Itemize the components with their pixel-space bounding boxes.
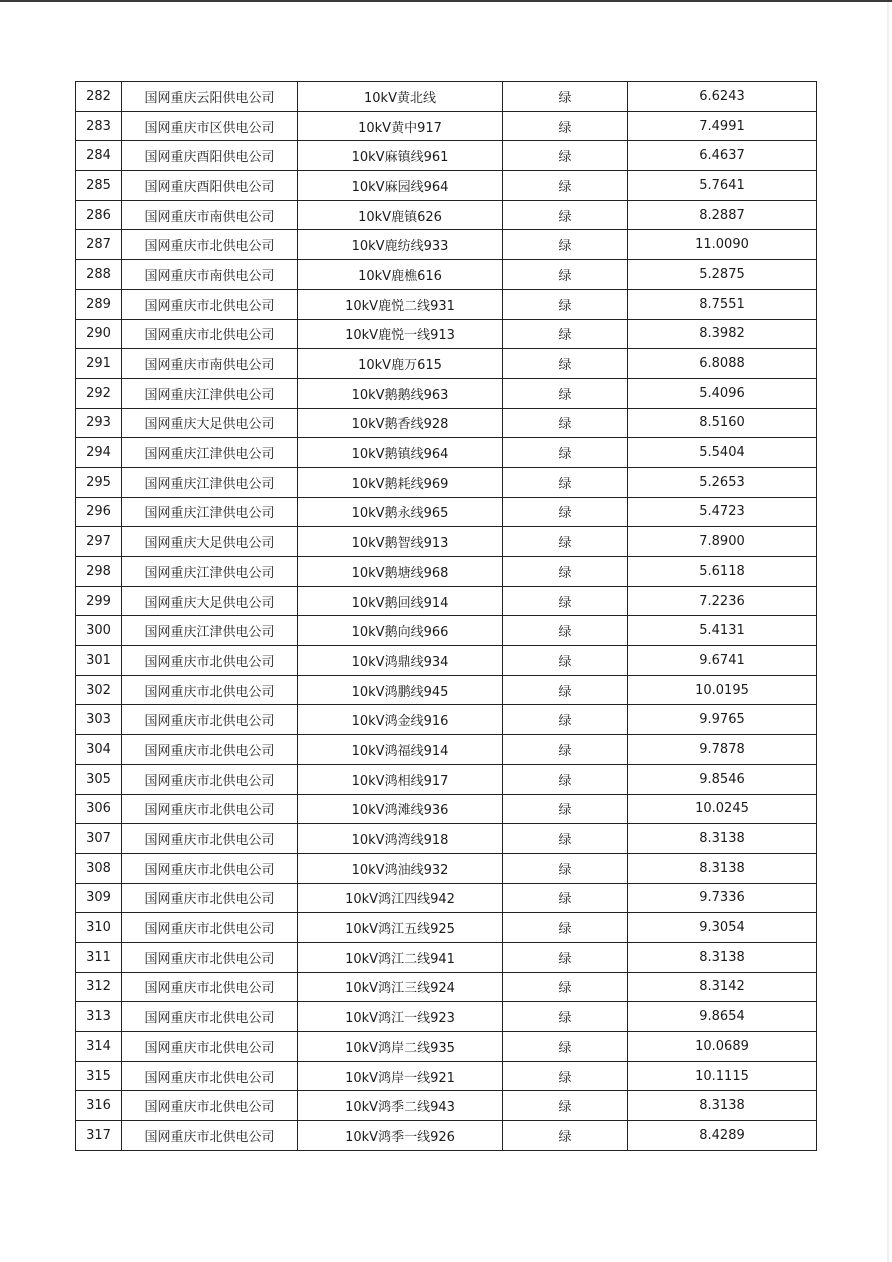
status-cell: 绿 [503, 378, 628, 408]
line-name-cell: 10kV鹅鹅线963 [298, 378, 503, 408]
company-cell: 国网重庆市北供电公司 [122, 1121, 298, 1151]
value-cell: 9.8546 [628, 764, 817, 794]
status-cell: 绿 [503, 675, 628, 705]
value-cell: 9.7336 [628, 883, 817, 913]
table-row [76, 853, 817, 883]
line-name-cell: 10kV鸿滩线936 [298, 794, 503, 824]
value-cell: 8.3138 [628, 1091, 817, 1121]
value-cell: 9.6741 [628, 646, 817, 676]
company-cell: 国网重庆大足供电公司 [122, 586, 298, 616]
company-cell: 国网重庆市北供电公司 [122, 764, 298, 794]
line-name-cell: 10kV鸿岸一线921 [298, 1061, 503, 1091]
line-name-cell: 10kV鸿鼎线934 [298, 646, 503, 676]
row-number-cell: 292 [76, 378, 122, 408]
table-row [76, 972, 817, 1002]
company-cell: 国网重庆江津供电公司 [122, 378, 298, 408]
row-number-cell: 311 [76, 942, 122, 972]
row-number-cell: 282 [76, 82, 122, 112]
company-cell: 国网重庆市北供电公司 [122, 942, 298, 972]
value-cell: 8.3138 [628, 942, 817, 972]
row-number-cell: 303 [76, 705, 122, 735]
table-row [76, 171, 817, 201]
status-cell: 绿 [503, 794, 628, 824]
line-name-cell: 10kV鹅向线966 [298, 616, 503, 646]
company-cell: 国网重庆市北供电公司 [122, 913, 298, 943]
line-name-cell: 10kV麻园线964 [298, 171, 503, 201]
line-name-cell: 10kV鹅香线928 [298, 408, 503, 438]
line-name-cell: 10kV鸿季一线926 [298, 1121, 503, 1151]
row-number-cell: 301 [76, 646, 122, 676]
line-name-cell: 10kV鸿油线932 [298, 853, 503, 883]
value-cell: 7.2236 [628, 586, 817, 616]
value-cell: 5.5404 [628, 438, 817, 468]
status-cell: 绿 [503, 408, 628, 438]
line-name-cell: 10kV鹅塘线968 [298, 557, 503, 587]
line-name-cell: 10kV麻镇线961 [298, 141, 503, 171]
value-cell: 8.2887 [628, 200, 817, 230]
row-number-cell: 284 [76, 141, 122, 171]
table-row [76, 646, 817, 676]
table-row [76, 616, 817, 646]
row-number-cell: 293 [76, 408, 122, 438]
company-cell: 国网重庆大足供电公司 [122, 527, 298, 557]
table-row [76, 408, 817, 438]
table-row [76, 497, 817, 527]
value-cell: 10.0689 [628, 1032, 817, 1062]
company-cell: 国网重庆大足供电公司 [122, 408, 298, 438]
value-cell: 11.0090 [628, 230, 817, 260]
status-cell: 绿 [503, 824, 628, 854]
row-number-cell: 290 [76, 319, 122, 349]
status-cell: 绿 [503, 942, 628, 972]
table-row [76, 1061, 817, 1091]
line-name-cell: 10kV鹿镇626 [298, 200, 503, 230]
table-row [76, 705, 817, 735]
value-cell: 8.3138 [628, 824, 817, 854]
company-cell: 国网重庆市北供电公司 [122, 972, 298, 1002]
status-cell: 绿 [503, 289, 628, 319]
value-cell: 5.4096 [628, 378, 817, 408]
status-cell: 绿 [503, 1002, 628, 1032]
status-cell: 绿 [503, 438, 628, 468]
status-cell: 绿 [503, 497, 628, 527]
row-number-cell: 295 [76, 467, 122, 497]
status-cell: 绿 [503, 913, 628, 943]
line-name-cell: 10kV鹿樵616 [298, 260, 503, 290]
table-row [76, 557, 817, 587]
status-cell: 绿 [503, 349, 628, 379]
line-name-cell: 10kV鹅回线914 [298, 586, 503, 616]
value-cell: 10.0195 [628, 675, 817, 705]
value-cell: 8.7551 [628, 289, 817, 319]
value-cell: 9.8654 [628, 1002, 817, 1032]
table-row [76, 527, 817, 557]
table-row [76, 942, 817, 972]
status-cell: 绿 [503, 646, 628, 676]
company-cell: 国网重庆江津供电公司 [122, 438, 298, 468]
value-cell: 9.7878 [628, 735, 817, 765]
line-name-cell: 10kV鹿悦一线913 [298, 319, 503, 349]
row-number-cell: 298 [76, 557, 122, 587]
row-number-cell: 306 [76, 794, 122, 824]
status-cell: 绿 [503, 1032, 628, 1062]
line-name-cell: 10kV鸿金线916 [298, 705, 503, 735]
row-number-cell: 305 [76, 764, 122, 794]
row-number-cell: 299 [76, 586, 122, 616]
status-cell: 绿 [503, 735, 628, 765]
value-cell: 8.3142 [628, 972, 817, 1002]
company-cell: 国网重庆市北供电公司 [122, 853, 298, 883]
row-number-cell: 317 [76, 1121, 122, 1151]
row-number-cell: 283 [76, 111, 122, 141]
line-name-cell: 10kV鹿纺线933 [298, 230, 503, 260]
row-number-cell: 310 [76, 913, 122, 943]
row-number-cell: 294 [76, 438, 122, 468]
company-cell: 国网重庆酉阳供电公司 [122, 171, 298, 201]
value-cell: 10.0245 [628, 794, 817, 824]
table-row [76, 1091, 817, 1121]
value-cell: 5.6118 [628, 557, 817, 587]
feeder-line-table [75, 81, 817, 1151]
line-name-cell: 10kV鹅镇线964 [298, 438, 503, 468]
table-row [76, 141, 817, 171]
table-row [76, 883, 817, 913]
line-name-cell: 10kV鸿鹏线945 [298, 675, 503, 705]
company-cell: 国网重庆江津供电公司 [122, 467, 298, 497]
value-cell: 8.4289 [628, 1121, 817, 1151]
company-cell: 国网重庆市北供电公司 [122, 705, 298, 735]
line-name-cell: 10kV鹿悦二线931 [298, 289, 503, 319]
status-cell: 绿 [503, 1091, 628, 1121]
status-cell: 绿 [503, 883, 628, 913]
line-name-cell: 10kV鸿福线914 [298, 735, 503, 765]
table-row [76, 111, 817, 141]
line-name-cell: 10kV鸿江四线942 [298, 883, 503, 913]
row-number-cell: 304 [76, 735, 122, 765]
status-cell: 绿 [503, 972, 628, 1002]
status-cell: 绿 [503, 200, 628, 230]
status-cell: 绿 [503, 260, 628, 290]
value-cell: 8.5160 [628, 408, 817, 438]
company-cell: 国网重庆市南供电公司 [122, 200, 298, 230]
status-cell: 绿 [503, 764, 628, 794]
company-cell: 国网重庆市区供电公司 [122, 111, 298, 141]
row-number-cell: 316 [76, 1091, 122, 1121]
row-number-cell: 313 [76, 1002, 122, 1032]
value-cell: 6.4637 [628, 141, 817, 171]
company-cell: 国网重庆市南供电公司 [122, 349, 298, 379]
status-cell: 绿 [503, 82, 628, 112]
status-cell: 绿 [503, 1121, 628, 1151]
value-cell: 7.4991 [628, 111, 817, 141]
status-cell: 绿 [503, 111, 628, 141]
page-top-rule [0, 0, 892, 2]
table-row [76, 824, 817, 854]
row-number-cell: 287 [76, 230, 122, 260]
table-row [76, 913, 817, 943]
company-cell: 国网重庆市北供电公司 [122, 794, 298, 824]
value-cell: 7.8900 [628, 527, 817, 557]
status-cell: 绿 [503, 1061, 628, 1091]
company-cell: 国网重庆市北供电公司 [122, 883, 298, 913]
line-name-cell: 10kV鹿万615 [298, 349, 503, 379]
status-cell: 绿 [503, 616, 628, 646]
status-cell: 绿 [503, 230, 628, 260]
company-cell: 国网重庆市北供电公司 [122, 675, 298, 705]
company-cell: 国网重庆市北供电公司 [122, 646, 298, 676]
value-cell: 5.2653 [628, 467, 817, 497]
table-row [76, 260, 817, 290]
line-name-cell: 10kV鸿季二线943 [298, 1091, 503, 1121]
table-row [76, 586, 817, 616]
row-number-cell: 309 [76, 883, 122, 913]
row-number-cell: 315 [76, 1061, 122, 1091]
table-row [76, 1002, 817, 1032]
row-number-cell: 286 [76, 200, 122, 230]
table-row [76, 794, 817, 824]
table-row [76, 319, 817, 349]
table-row [76, 438, 817, 468]
row-number-cell: 307 [76, 824, 122, 854]
row-number-cell: 302 [76, 675, 122, 705]
company-cell: 国网重庆市北供电公司 [122, 824, 298, 854]
line-name-cell: 10kV黄北线 [298, 82, 503, 112]
table-body [76, 82, 817, 1151]
value-cell: 5.4131 [628, 616, 817, 646]
row-number-cell: 288 [76, 260, 122, 290]
company-cell: 国网重庆酉阳供电公司 [122, 141, 298, 171]
company-cell: 国网重庆市南供电公司 [122, 260, 298, 290]
company-cell: 国网重庆江津供电公司 [122, 616, 298, 646]
row-number-cell: 308 [76, 853, 122, 883]
value-cell: 9.3054 [628, 913, 817, 943]
table-row [76, 735, 817, 765]
line-name-cell: 10kV鸿湾线918 [298, 824, 503, 854]
row-number-cell: 314 [76, 1032, 122, 1062]
line-name-cell: 10kV鹅永线965 [298, 497, 503, 527]
table-row [76, 82, 817, 112]
page-right-edge [887, 2, 889, 1262]
company-cell: 国网重庆江津供电公司 [122, 557, 298, 587]
status-cell: 绿 [503, 705, 628, 735]
row-number-cell: 300 [76, 616, 122, 646]
company-cell: 国网重庆市北供电公司 [122, 1061, 298, 1091]
value-cell: 5.7641 [628, 171, 817, 201]
company-cell: 国网重庆江津供电公司 [122, 497, 298, 527]
table-row [76, 200, 817, 230]
company-cell: 国网重庆市北供电公司 [122, 735, 298, 765]
company-cell: 国网重庆市北供电公司 [122, 1032, 298, 1062]
status-cell: 绿 [503, 171, 628, 201]
status-cell: 绿 [503, 853, 628, 883]
row-number-cell: 289 [76, 289, 122, 319]
line-name-cell: 10kV鸿江一线923 [298, 1002, 503, 1032]
status-cell: 绿 [503, 467, 628, 497]
value-cell: 5.2875 [628, 260, 817, 290]
table-row [76, 289, 817, 319]
line-name-cell: 10kV鹅耗线969 [298, 467, 503, 497]
company-cell: 国网重庆市北供电公司 [122, 1091, 298, 1121]
status-cell: 绿 [503, 586, 628, 616]
line-name-cell: 10kV鸿江三线924 [298, 972, 503, 1002]
row-number-cell: 312 [76, 972, 122, 1002]
value-cell: 5.4723 [628, 497, 817, 527]
table-row [76, 349, 817, 379]
row-number-cell: 291 [76, 349, 122, 379]
table-row [76, 764, 817, 794]
status-cell: 绿 [503, 141, 628, 171]
table-row [76, 1121, 817, 1151]
value-cell: 8.3138 [628, 853, 817, 883]
line-name-cell: 10kV鸿岸二线935 [298, 1032, 503, 1062]
table-row [76, 1032, 817, 1062]
value-cell: 9.9765 [628, 705, 817, 735]
value-cell: 6.6243 [628, 82, 817, 112]
table-row [76, 675, 817, 705]
company-cell: 国网重庆云阳供电公司 [122, 82, 298, 112]
row-number-cell: 297 [76, 527, 122, 557]
value-cell: 6.8088 [628, 349, 817, 379]
line-name-cell: 10kV黄中917 [298, 111, 503, 141]
company-cell: 国网重庆市北供电公司 [122, 289, 298, 319]
value-cell: 8.3982 [628, 319, 817, 349]
line-name-cell: 10kV鸿江二线941 [298, 942, 503, 972]
status-cell: 绿 [503, 319, 628, 349]
line-name-cell: 10kV鸿相线917 [298, 764, 503, 794]
line-name-cell: 10kV鹅智线913 [298, 527, 503, 557]
row-number-cell: 285 [76, 171, 122, 201]
row-number-cell: 296 [76, 497, 122, 527]
company-cell: 国网重庆市北供电公司 [122, 319, 298, 349]
company-cell: 国网重庆市北供电公司 [122, 230, 298, 260]
table-row [76, 230, 817, 260]
table-row [76, 378, 817, 408]
status-cell: 绿 [503, 557, 628, 587]
line-name-cell: 10kV鸿江五线925 [298, 913, 503, 943]
value-cell: 10.1115 [628, 1061, 817, 1091]
status-cell: 绿 [503, 527, 628, 557]
company-cell: 国网重庆市北供电公司 [122, 1002, 298, 1032]
table-row [76, 467, 817, 497]
